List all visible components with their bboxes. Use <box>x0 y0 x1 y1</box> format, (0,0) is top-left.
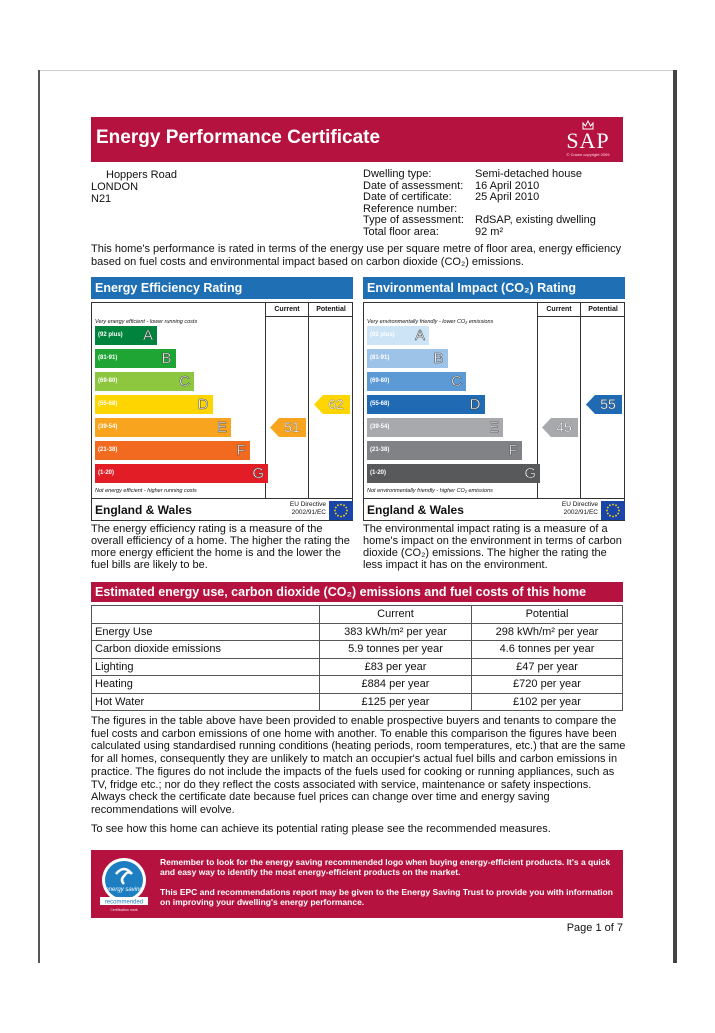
banner-text: This EPC and recommendations report may be given to the Energy Saving Trust to provide you with information on improving your dwelling's energy performance. <box>160 887 613 907</box>
energy-saving-recommended-logo <box>94 854 154 914</box>
band-range: (39-54) <box>98 424 118 430</box>
explanation-paragraph: The figures in the table above have been provided to enable prospective buyers and tenants to compare the fuel costs and carbon emissions of one home with another. To enable this comparison the figures have been calculated using standardised running conditions (heating periods, room temperatures, etc.) that are the same for all homes, consequently they are unlikely to match an occupier's actual fuel bills and carbon emissions in practice. The figures do not include the impacts of the fuels used for cooking or running appliances, such as TV, fridge etc.; nor do they reflect the costs associated with service, maintenance or safety inspections. Always check the certificate date because fuel prices can change over time and energy saving recommendations will evolve. <box>91 715 626 816</box>
recommendation-paragraph: To see how this home can achieve its potential rating please see the recommended measures. <box>91 823 551 835</box>
svg-text:recommended: recommended <box>104 899 144 906</box>
bottom-note: Not environmentally friendly - higher CO₂ emissions <box>367 488 493 494</box>
svg-text:Certification mark: Certification mark <box>110 908 138 912</box>
potential-rating-arrow <box>314 395 350 414</box>
top-note: Very energy efficient - lower running costs <box>95 319 198 325</box>
rating-band <box>95 349 176 368</box>
column-potential: Potential <box>308 303 353 316</box>
band-range: (69-80) <box>98 378 118 384</box>
page-title: Energy Performance Certificate <box>96 127 381 148</box>
rating-value: 62 <box>328 396 344 412</box>
band-range: (1-20) <box>98 470 115 476</box>
detail-label: Date of assessment: <box>363 179 464 192</box>
detail-value: 92 m² <box>475 225 504 238</box>
detail-label: Reference number: <box>363 202 458 215</box>
band-letter: D <box>197 396 209 413</box>
table-row: Heating £884 per year £720 per year <box>92 676 623 694</box>
eu-directive: EU Directive 2002/91/EC <box>561 501 598 516</box>
potential-rating-arrow <box>586 395 622 414</box>
rating-chart <box>363 302 625 521</box>
rating-band <box>367 326 429 345</box>
band-letter: F <box>236 442 246 459</box>
rating-band <box>95 464 268 483</box>
property-address <box>91 169 177 205</box>
detail-value: RdSAP, existing dwelling <box>475 214 596 226</box>
column-potential: Potential <box>580 303 625 316</box>
sap-logo-text: SAP <box>566 128 610 153</box>
address-line: N21 <box>91 193 112 205</box>
rating-band <box>95 372 194 391</box>
detail-value: 16 April 2010 <box>475 179 540 192</box>
rating-band <box>367 464 540 483</box>
band-letter: G <box>252 465 264 482</box>
band-range: (21-38) <box>370 447 390 453</box>
column-current: Current <box>265 303 308 316</box>
rating-band <box>367 372 466 391</box>
eu-flag-icon <box>329 501 353 520</box>
detail-label: Date of certificate: <box>363 191 452 203</box>
table-header: Potential <box>472 606 623 624</box>
rating-chart <box>91 302 353 521</box>
address-line: Hoppers Road <box>106 169 177 181</box>
band-letter: C <box>451 373 462 390</box>
rating-band <box>367 441 522 460</box>
panel-title: Environmental Impact (CO₂) Rating <box>363 277 625 299</box>
table-row: Carbon dioxide emissions 5.9 tonnes per year 4.6 tonnes per year <box>92 641 623 659</box>
table-row: Energy Use 383 kWh/m² per year 298 kWh/m² per year <box>92 623 623 641</box>
band-range: (81-91) <box>370 355 390 361</box>
detail-label: Type of assessment: <box>363 214 464 226</box>
environmental-impact-panel <box>363 277 625 521</box>
table-row: Lighting £83 per year £47 per year <box>92 658 623 676</box>
sap-copyright: © Crown copyright 2009 <box>566 152 610 157</box>
country-label: England & Wales <box>367 503 464 517</box>
sap-logo <box>557 120 619 159</box>
address-line: LONDON <box>91 181 139 193</box>
band-range: (55-68) <box>98 401 118 407</box>
band-letter: B <box>433 350 444 367</box>
band-letter: B <box>161 350 172 367</box>
detail-label: Total floor area: <box>363 225 439 238</box>
rating-band <box>367 349 448 368</box>
page-edge <box>673 70 677 963</box>
table-header-row <box>92 606 623 624</box>
band-letter: G <box>524 465 536 482</box>
current-rating-arrow <box>542 418 578 437</box>
dwelling-details <box>363 169 596 238</box>
band-range: (92 plus) <box>98 332 123 338</box>
rating-band <box>95 418 231 437</box>
column-current: Current <box>537 303 580 316</box>
detail-label: Dwelling type: <box>363 168 432 180</box>
band-letter: D <box>469 396 481 413</box>
detail-row <box>363 192 596 204</box>
rating-band <box>367 418 503 437</box>
band-range: (39-54) <box>370 424 390 430</box>
efficiency-description: The energy efficiency rating is a measure of the overall efficiency of a home. The higher the rating the more energy efficient the home is and the lower the fuel bills are likely to be. <box>91 523 350 571</box>
page-edge <box>38 70 676 71</box>
band-letter: A <box>142 327 153 344</box>
band-letter: A <box>414 327 425 344</box>
table-header <box>92 606 320 624</box>
band-range: (92 plus) <box>370 332 395 338</box>
current-rating-arrow <box>270 418 306 437</box>
detail-value: 25 April 2010 <box>475 191 540 203</box>
banner-text: Remember to look for the energy saving recommended logo when buying energy-efficient products. It's a quick and easy way to identify the most energy-efficient products on the market. <box>160 857 611 877</box>
band-letter: F <box>508 442 518 459</box>
detail-row <box>363 215 596 227</box>
rating-band <box>95 326 157 345</box>
rating-band <box>95 395 213 414</box>
panel-title: Energy Efficiency Rating <box>91 277 353 299</box>
estimates-table <box>91 605 623 711</box>
page-number: Page 1 of 7 <box>566 922 623 934</box>
intro-text: This home's performance is rated in terms of the energy use per square metre of floor area, energy efficiency based on fuel costs and environmental impact based on carbon dioxide (CO₂) emissions. <box>91 243 622 268</box>
eu-flag-icon <box>601 501 625 520</box>
rating-band <box>95 441 250 460</box>
band-range: (69-80) <box>370 378 390 384</box>
band-range: (21-38) <box>98 447 118 453</box>
band-letter: E <box>216 419 227 436</box>
bottom-note: Not energy efficient - higher running costs <box>95 488 197 494</box>
rating-value: 55 <box>600 396 616 412</box>
environment-description: The environmental impact rating is a measure of a home's impact on the environment in terms of carbon dioxide (CO₂) emissions. The higher the rating the less impact it has on the environment. <box>363 523 622 571</box>
band-range: (81-91) <box>98 355 118 361</box>
rating-band <box>367 395 485 414</box>
svg-text:energy saving: energy saving <box>105 887 143 893</box>
eu-directive: EU Directive 2002/91/EC <box>289 501 326 516</box>
energy-efficiency-panel <box>91 277 353 521</box>
estimates-title: Estimated energy use, carbon dioxide (CO₂) emissions and fuel costs of this home <box>91 582 623 602</box>
band-letter: C <box>179 373 190 390</box>
rating-value: 51 <box>284 419 300 435</box>
table-row: Hot Water £125 per year £102 per year <box>92 693 623 711</box>
band-letter: E <box>488 419 499 436</box>
energy-saving-banner <box>91 850 623 918</box>
table-header: Current <box>320 606 472 624</box>
country-label: England & Wales <box>95 503 192 517</box>
band-range: (55-68) <box>370 401 390 407</box>
title-bar <box>91 117 623 162</box>
band-range: (1-20) <box>370 470 387 476</box>
detail-row <box>363 227 596 239</box>
detail-row <box>363 169 596 181</box>
top-note: Very environmentally friendly - lower CO₂ emissions <box>367 319 494 325</box>
rating-value: 45 <box>556 419 572 435</box>
detail-value: Semi-detached house <box>475 168 583 180</box>
page-edge <box>38 70 40 963</box>
